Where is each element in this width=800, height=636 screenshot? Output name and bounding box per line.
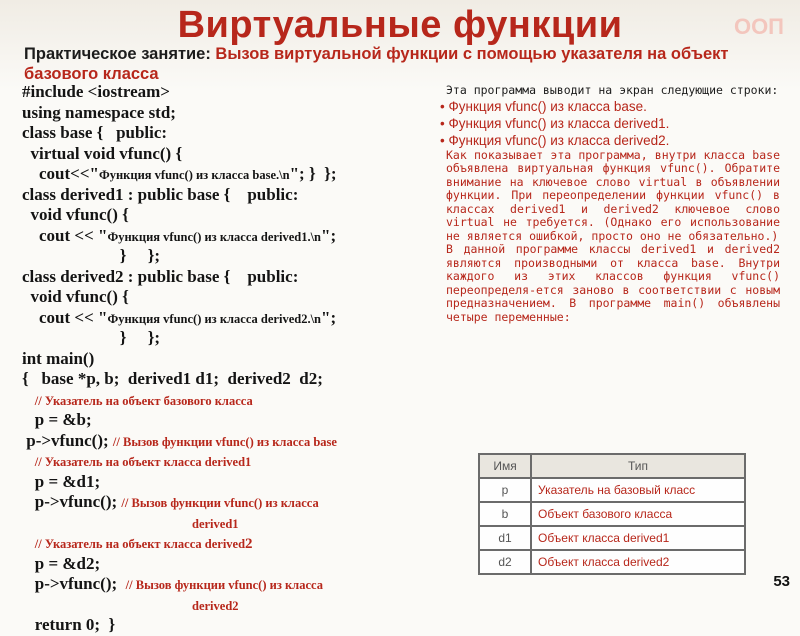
cell-type: Объект базового класса <box>531 502 745 526</box>
output-line-1: • Функция vfunc() из класса base. <box>440 98 647 114</box>
column-header-name: Имя <box>479 454 531 478</box>
code-line <box>22 103 442 124</box>
code-comment: // Вызов функции vfunc() из класса base <box>112 434 337 449</box>
output-line-2: • Функция vfunc() из класса derived1. <box>440 115 670 131</box>
code-token: "; } }; <box>289 164 337 183</box>
code-listing <box>22 82 442 636</box>
code-line <box>22 431 442 452</box>
code-token: "; <box>321 225 337 245</box>
code-line <box>22 328 442 349</box>
table-row <box>479 526 745 550</box>
code-token: void vfunc() { <box>22 287 129 306</box>
slide-subtitle <box>24 44 744 84</box>
table-row <box>479 502 745 526</box>
code-line <box>22 226 442 247</box>
code-token <box>22 513 192 532</box>
table-row <box>479 550 745 574</box>
code-line <box>22 205 442 226</box>
code-line <box>22 246 442 267</box>
code-token: #include <iostream> <box>22 82 170 101</box>
code-comment: derived1 <box>192 516 239 531</box>
code-token: p = &d2; <box>22 553 101 573</box>
explanation-paragraph-2: В данной программе классы derived1 и derived2 являются производными от класса base. Внутри каждого из этих классов функция vfunc() переопределя-ется заново в соответствии с новым предназначением. В программе main() объявлены четыре переменные: <box>446 242 780 324</box>
code-token: Функция vfunc() из класса base.\n <box>98 168 290 182</box>
cell-name: d1 <box>479 526 531 550</box>
code-line <box>22 308 442 329</box>
code-token: cout << " <box>22 307 108 327</box>
code-line <box>22 595 442 616</box>
code-token: int main() <box>22 348 95 368</box>
page-number: 53 <box>773 573 790 590</box>
code-comment: // Вызов функции vfunc() из класса <box>125 578 323 592</box>
code-line <box>22 451 442 472</box>
code-token: using namespace std; <box>22 102 176 122</box>
code-token: p->vfunc(); <box>22 574 126 593</box>
cell-type: Объект класса derived1 <box>531 526 745 550</box>
code-line <box>22 554 442 575</box>
output-line-3: • Функция vfunc() из класса derived2. <box>440 132 670 148</box>
slide-title: Виртуальные функции <box>177 4 623 46</box>
code-token: class derived1 : public base { public: <box>22 184 299 204</box>
table-header-row <box>479 454 745 478</box>
code-token: virtual void vfunc() { <box>22 143 183 163</box>
table-row <box>479 478 745 502</box>
explanation-paragraph-1: Как показывает эта программа, внутри класса base объявлена виртуальная функция vfunc(). Обратите внимание на ключевое слово virtual в объявлении функции. При переопределении функции vfunc() в классах derived1 и derived2 ключевое слово virtual не требуется. (Однако его использование не является ошибкой, просто оно не обязательно.) <box>446 147 780 243</box>
description-panel <box>440 84 780 324</box>
code-token: { base *p, b; derived1 d1; derived2 d2; <box>22 369 323 388</box>
code-line <box>22 369 442 390</box>
code-comment: // Указатель на объект класса derived <box>34 537 246 551</box>
code-line <box>22 144 442 165</box>
code-token: } }; <box>22 328 161 347</box>
cell-name: p <box>479 478 531 502</box>
code-token: return 0; } <box>22 615 116 634</box>
code-line <box>22 492 442 513</box>
code-token: Функция vfunc() из класса derived2.\n <box>107 311 321 326</box>
code-comment: // Указатель на объект базового класса <box>34 393 253 408</box>
code-token: "; <box>321 307 337 327</box>
code-line <box>22 185 442 206</box>
subtitle-text: Вызов виртуальной функции с помощью указателя на объект базового класса <box>24 45 729 83</box>
code-token <box>22 595 192 614</box>
output-intro: Эта программа выводит на экран следующие строки: <box>446 83 779 97</box>
variables-table <box>478 453 746 575</box>
subtitle-prefix: Практическое занятие: <box>24 45 211 63</box>
column-header-type: Тип <box>531 454 745 478</box>
cell-type: Указатель на базовый класс <box>531 478 745 502</box>
cell-type: Объект класса derived2 <box>531 550 745 574</box>
code-line <box>22 267 442 288</box>
code-token: class derived2 : public base { public: <box>22 266 299 286</box>
code-token: p = &d1; <box>22 471 101 491</box>
code-token: class base { public: <box>22 123 168 142</box>
code-token: p = &b; <box>22 410 92 429</box>
code-comment: // Указатель на объект класса derived1 <box>34 455 252 469</box>
code-line <box>22 472 442 493</box>
code-line <box>22 82 442 103</box>
code-line <box>22 533 442 554</box>
code-line <box>22 164 442 185</box>
code-token <box>22 451 35 470</box>
code-token: Функция vfunc() из класса derived1.\n <box>107 229 321 244</box>
code-line <box>22 349 442 370</box>
code-token <box>22 390 35 409</box>
code-token <box>22 533 35 552</box>
code-line <box>22 287 442 308</box>
code-token: p->vfunc(); <box>22 492 122 511</box>
cell-name: b <box>479 502 531 526</box>
code-token: cout<<" <box>22 164 99 183</box>
code-comment: // Вызов функции vfunc() из класса <box>121 496 319 510</box>
code-token: void vfunc() { <box>22 205 129 224</box>
code-line <box>22 390 442 411</box>
code-line <box>22 513 442 534</box>
code-token: } }; <box>22 246 161 265</box>
code-line <box>22 615 442 636</box>
code-line <box>22 574 442 595</box>
code-comment: 2 <box>245 536 253 552</box>
code-line <box>22 123 442 144</box>
code-token: p->vfunc(); <box>22 430 113 450</box>
code-comment: derived2 <box>192 598 239 613</box>
code-line <box>22 410 442 431</box>
corner-label: ООП <box>733 14 784 39</box>
cell-name: d2 <box>479 550 531 574</box>
code-token: cout << " <box>22 225 108 245</box>
